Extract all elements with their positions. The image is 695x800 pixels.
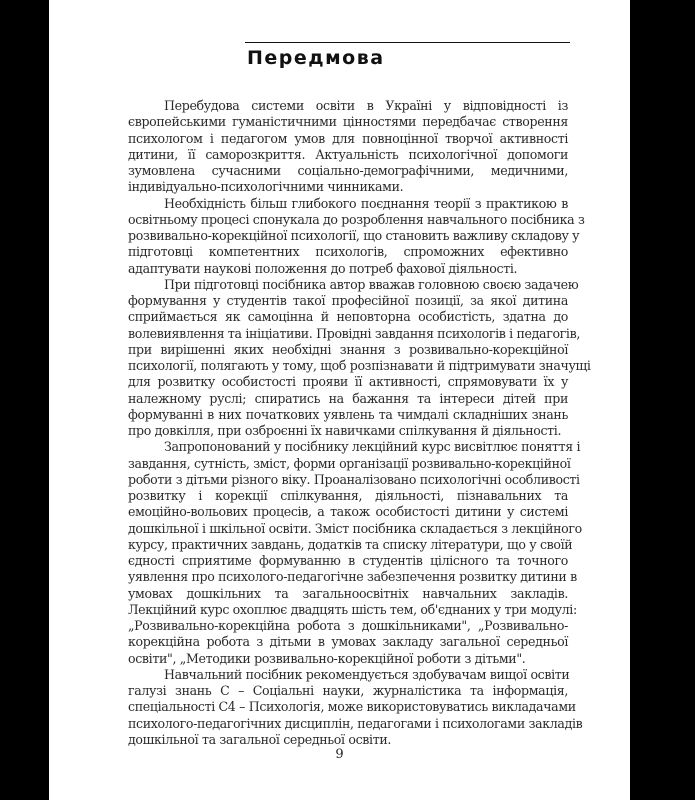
text-line: єдності сприятиме формуванню в студентів цілісного та точного [128, 553, 568, 568]
text-line: галузі знань С – Соціальні науки, журналістика та інформація, [128, 683, 568, 698]
header-rule [245, 42, 570, 43]
paragraph [128, 666, 583, 748]
text-line: завдання, сутність, зміст, форми організації розвивально-корекційної [128, 455, 571, 471]
text-line: Необхідність більш глибокого поєднання теорії з практикою в [164, 195, 568, 211]
text-line: дошкільної і шкільної освіти. Зміст посібника складається з лекційного [128, 520, 582, 536]
paragraph [128, 195, 585, 277]
text-line: корекційна робота з дітьми в умовах закладу загальної середньої [128, 634, 568, 650]
page-number: 9 [335, 747, 344, 762]
text-line: Перебудова системи освіти в Україні у відповідності із [164, 98, 568, 113]
document-page [49, 0, 630, 800]
text-line: підготовці компетентних психологів, спроможних ефективно [128, 244, 568, 260]
text-line: сприймається як самоцінна й неповторна особистість, здатна до [128, 309, 568, 325]
text-line: формуванні в них початкових уявлень та чимдалі складніших знань [128, 406, 568, 422]
text-line: При підготовці посібника автор вважав головною своєю задачею [164, 276, 579, 292]
text-line: європейськими гуманістичними цінностями передбачає створення [128, 114, 568, 130]
paragraph [128, 276, 591, 440]
text-line: адаптувати наукові положення до потреб фахової діяльності. [128, 260, 518, 276]
page-title: Передмова [247, 47, 385, 69]
paragraph [128, 98, 568, 196]
text-line: емоційно-вольових процесів, а також особистості дитини у системі [128, 504, 568, 520]
document-body [128, 98, 591, 748]
text-line: при вирішенні яких необхідні знання з розвивально-корекційної [128, 341, 568, 357]
text-line: про довкілля, при озброєнні їх навичками спілкування й діяльності. [128, 423, 562, 438]
text-line: курсу, практичних завдань, додатків та списку літератури, що у своїй [128, 536, 573, 552]
paragraph [128, 439, 582, 667]
text-line: індивідуально-психологічними чинниками. [128, 179, 404, 195]
text-line: Запропонований у посібнику лекційний курс висвітлює поняття і [164, 439, 581, 455]
text-line: психології, полягають у тому, щоб розпізнавати й підтримувати значущі [128, 358, 591, 373]
text-line: освіти", „Методики розвивально-корекційної роботи з дітьми". [128, 650, 526, 666]
text-line: належному руслі; спиратись на бажання та інтереси дітей при [128, 390, 568, 406]
text-line: розвитку і корекції спілкування, діяльності, пізнавальних та [128, 488, 568, 503]
text-line: формування у студентів такої професійної позиції, за якої дитина [128, 293, 568, 308]
text-line: зумовлена сучасними соціально-демографічними, медичними, [128, 163, 568, 178]
text-line: освітньому процесі спонукала до розроблення навчального посібника з [128, 211, 585, 227]
text-line: для розвитку особистості прояви її активності, спрямовувати їх у [128, 374, 568, 390]
text-line: дитини, її саморозкриття. Актуальність психологічної допомоги [128, 146, 568, 162]
text-line: роботи з дітьми різного віку. Проаналізовано психологічні особливості [128, 471, 580, 487]
text-line: Навчальний посібник рекомендується здобувачам вищої освіти [164, 666, 570, 682]
text-line: волевиявлення та ініціативи. Провідні завдання психологів і педагогів, [128, 325, 581, 341]
text-line: розвивально-корекційної психології, що становить важливу складову у [128, 228, 580, 243]
text-line: „Розвивально-корекційна робота з дошкільниками", „Розвивально- [128, 618, 568, 633]
text-line: психологом і педагогом умов для повноцінної творчої активності [128, 130, 568, 146]
text-line: уявлення про психолого-педагогічне забезпечення розвитку дитини в [128, 569, 577, 585]
text-line: дошкільної та загальної середньої освіти. [128, 731, 392, 747]
text-line: спеціальності С4 – Психологія, може використовуватись викладачами [128, 699, 576, 715]
text-line: Лекційний курс охоплює двадцять шість тем, об'єднаних у три модулі: [128, 601, 577, 617]
text-line: умовах дошкільних та загальноосвітніх навчальних закладів. [128, 585, 568, 601]
text-line: психолого-педагогічних дисциплін, педагогами і психологами закладів [128, 715, 583, 731]
